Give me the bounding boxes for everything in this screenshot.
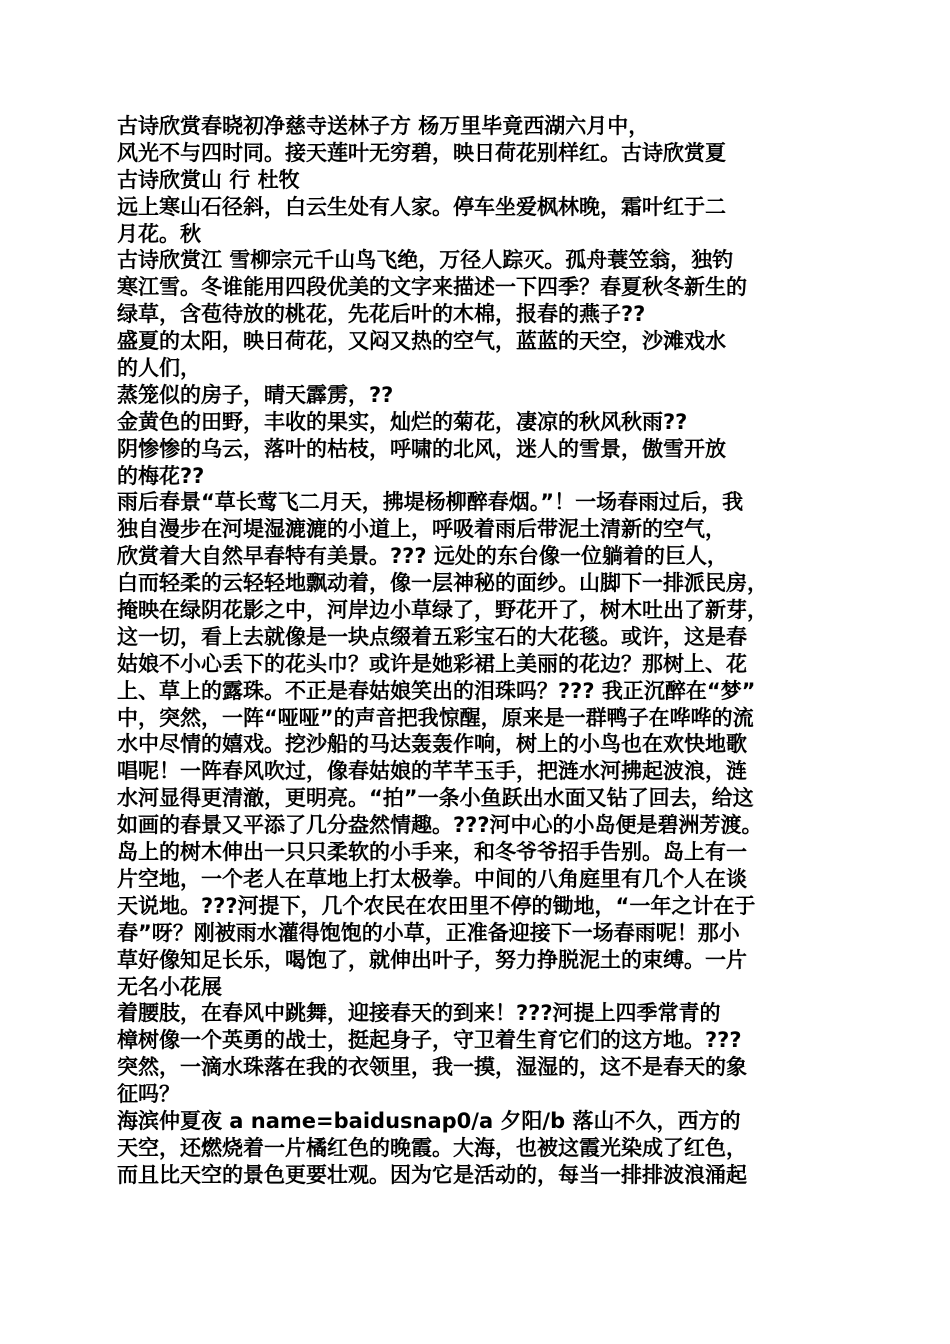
text-line: 独自漫步在河堤湿漉漉的小道上，呼吸着雨后带泥土清新的空气，: [117, 517, 726, 542]
text-line: 中，突然，一阵“哑哑”的声音把我惊醒，原来是一群鸭子在哗哗的流: [117, 705, 754, 730]
text-line: 远上寒山石径斜，白云生处有人家。停车坐爱枫林晚，霜叶红于二: [117, 194, 726, 219]
text-line: 水河显得更清澈，更明亮。“拍”一条小鱼跃出水面又钻了回去，给这: [117, 786, 754, 811]
text-line: 着腰肢，在春风中跳舞，迎接春天的到来！???河提上四季常青的: [117, 1001, 721, 1026]
text-line: 绿草，含苞待放的桃花，先花后叶的木棉，报春的燕子??: [117, 302, 646, 327]
text-line: 风光不与四时同。接天莲叶无穷碧，映日荷花别样红。古诗欣赏夏: [117, 140, 726, 165]
text-line: 的梅花??: [117, 463, 205, 488]
text-line: 白而轻柔的云轻轻地飘动着，像一层神秘的面纱。山脚下一排派民房，: [117, 571, 768, 596]
text-line: 姑娘不小心丢下的花头巾？或许是她彩裙上美丽的花边？那树上、花: [117, 651, 747, 676]
text-line: 片空地，一个老人在草地上打太极拳。中间的八角庭里有几个人在谈: [117, 866, 747, 891]
text-line: 征吗？: [117, 1082, 180, 1107]
text-line: 海滨仲夏夜 a name=baidusnap0/a 夕阳/b 落山不久，西方的: [117, 1108, 741, 1133]
text-line: 草好像知足长乐，喝饱了，就伸出叶子，努力挣脱泥土的束缚。一片: [117, 947, 747, 972]
text-line: 无名小花展: [117, 974, 222, 999]
text-line: 阴惨惨的乌云，落叶的枯枝，呼啸的北风，迷人的雪景，傲雪开放: [117, 436, 726, 461]
text-line: 雨后春景“草长莺飞二月天，拂堤杨柳醉春烟。”！一场春雨过后，我: [117, 490, 744, 515]
text-line: 古诗欣赏春晓初净慈寺送林子方 杨万里毕竟西湖六月中，: [117, 114, 650, 138]
text-line: 春”呀？刚被雨水灌得饱饱的小草，正准备迎接下一场春雨呢！那小: [117, 920, 740, 945]
text-line: 岛上的树木伸出一只只柔软的小手来，和冬爷爷招手告别。岛上有一: [117, 840, 747, 865]
text-line: 水中尽情的嬉戏。挖沙船的马达轰轰作响，树上的小鸟也在欢快地歌: [117, 732, 747, 757]
text-line: 的人们，: [117, 356, 201, 381]
text-line: 天说地。???河提下，几个农民在农田里不停的锄地，“一年之计在于: [117, 893, 756, 918]
text-line: 掩映在绿阴花影之中，河岸边小草绿了，野花开了，树木吐出了新芽，: [117, 598, 768, 623]
text-line: 古诗欣赏江 雪柳宗元千山鸟飞绝，万径人踪灭。孤舟蓑笠翁，独钓: [117, 248, 734, 273]
text-line: 唱呢！一阵春风吹过，像春姑娘的芊芊玉手，把涟水河拂起波浪，涟: [117, 759, 747, 784]
text-line: 樟树像一个英勇的战士，挺起身子，守卫着生育它们的这方地。???: [117, 1028, 742, 1053]
text-line: 盛夏的太阳，映日荷花，又闷又热的空气，蓝蓝的天空，沙滩戏水: [117, 329, 726, 354]
text-line: 古诗欣赏山 行 杜牧: [117, 167, 300, 192]
text-line: 寒江雪。冬谁能用四段优美的文字来描述一下四季？春夏秋冬新生的: [117, 275, 747, 300]
text-line: 如画的春景又平添了几分盎然情趣。???河中心的小岛便是碧洲芳渡。: [117, 813, 763, 838]
text-line: 金黄色的田野，丰收的果实，灿烂的菊花，凄凉的秋风秋雨??: [117, 409, 688, 434]
text-line: 这一切，看上去就像是一块点缀着五彩宝石的大花毯。或许，这是春: [117, 624, 747, 649]
text-line: 天空，还燃烧着一片橘红色的晚霞。大海，也被这霞光染成了红色，: [117, 1135, 747, 1160]
document-body: [117, 113, 847, 1189]
text-line: 欣赏着大自然早春特有美景。??? 远处的东台像一位躺着的巨人，: [117, 544, 728, 569]
text-line: 上、草上的露珠。不正是春姑娘笑出的泪珠吗？??? 我正沉醉在“梦”: [117, 678, 756, 703]
text-line: 月花。秋: [117, 221, 201, 246]
text-line: 而且比天空的景色更要壮观。因为它是活动的，每当一排排波浪涌起: [117, 1162, 747, 1187]
text-line: 突然，一滴水珠落在我的衣领里，我一摸，湿湿的，这不是春天的象: [117, 1055, 747, 1080]
text-line: 蒸笼似的房子，晴天霹雳，??: [117, 382, 394, 407]
